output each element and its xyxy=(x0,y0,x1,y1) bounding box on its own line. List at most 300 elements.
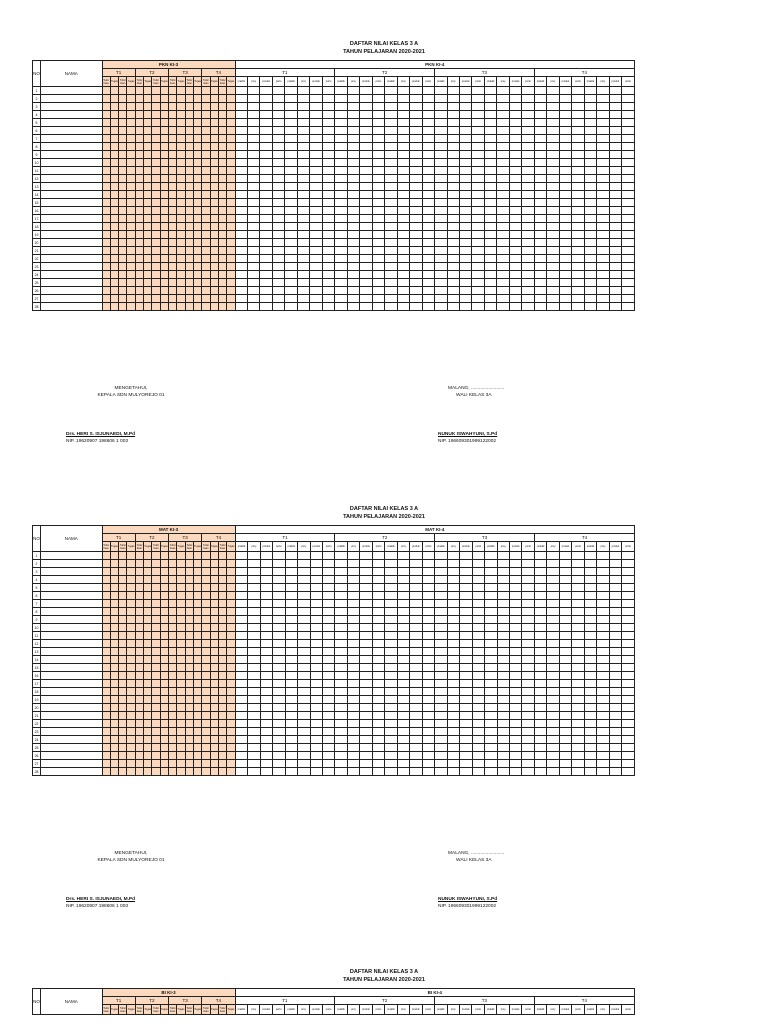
score-cell xyxy=(210,303,218,311)
score-cell xyxy=(160,656,168,664)
score-cell xyxy=(510,648,522,656)
score-cell xyxy=(372,223,384,231)
score-cell xyxy=(597,191,609,199)
score-cell xyxy=(248,720,260,728)
score-cell xyxy=(335,279,347,287)
score-cell xyxy=(584,704,596,712)
score-cell xyxy=(227,239,235,247)
score-cell xyxy=(410,103,422,111)
score-cell xyxy=(597,135,609,143)
score-cell xyxy=(622,688,635,696)
score-cell xyxy=(102,143,110,151)
score-cell xyxy=(160,672,168,680)
score-cell xyxy=(360,568,372,576)
score-cell xyxy=(385,616,397,624)
score-cell xyxy=(372,111,384,119)
student-name xyxy=(41,231,102,239)
score-cell xyxy=(177,752,185,760)
score-cell xyxy=(210,600,218,608)
score-cell xyxy=(152,279,160,287)
score-cell xyxy=(285,720,297,728)
score-cell xyxy=(110,95,118,103)
score-cell xyxy=(160,287,168,295)
score-cell xyxy=(597,592,609,600)
score-cell xyxy=(210,728,218,736)
score-cell xyxy=(298,592,310,600)
score-cell xyxy=(435,600,447,608)
score-cell xyxy=(144,151,152,159)
score-cell xyxy=(572,111,584,119)
score-cell xyxy=(485,640,497,648)
score-cell xyxy=(547,624,559,632)
sub-header: praktik xyxy=(385,77,397,87)
sub-header: Tugas xyxy=(144,542,152,552)
score-cell xyxy=(177,287,185,295)
score-cell xyxy=(472,704,484,712)
score-cell xyxy=(447,207,459,215)
score-cell xyxy=(472,255,484,263)
score-cell xyxy=(285,279,297,287)
score-cell xyxy=(347,552,359,560)
row-number: 22 xyxy=(33,720,41,728)
score-cell xyxy=(273,560,285,568)
score-cell xyxy=(202,87,210,95)
score-cell xyxy=(248,207,260,215)
score-cell xyxy=(485,736,497,744)
score-cell xyxy=(522,632,534,640)
score-cell xyxy=(160,648,168,656)
score-cell xyxy=(385,608,397,616)
row-number: 1 xyxy=(33,552,41,560)
score-cell xyxy=(459,271,471,279)
score-cell xyxy=(210,127,218,135)
score-cell xyxy=(410,247,422,255)
score-cell xyxy=(397,119,409,127)
score-cell xyxy=(472,712,484,720)
score-cell xyxy=(335,223,347,231)
score-cell xyxy=(185,111,193,119)
score-cell xyxy=(459,303,471,311)
score-cell xyxy=(435,127,447,135)
score-cell xyxy=(597,656,609,664)
score-cell xyxy=(119,608,127,616)
score-cell xyxy=(298,760,310,768)
score-cell xyxy=(572,696,584,704)
score-cell xyxy=(135,239,143,247)
score-cell xyxy=(572,752,584,760)
score-cell xyxy=(472,207,484,215)
score-cell xyxy=(185,167,193,175)
score-cell xyxy=(218,255,226,263)
score-cell xyxy=(322,207,334,215)
score-cell xyxy=(584,295,596,303)
score-cell xyxy=(497,287,509,295)
score-cell xyxy=(572,207,584,215)
score-cell xyxy=(248,632,260,640)
score-cell xyxy=(572,656,584,664)
score-cell xyxy=(310,736,322,744)
score-cell xyxy=(127,151,135,159)
score-cell xyxy=(177,760,185,768)
score-cell xyxy=(102,287,110,295)
score-cell xyxy=(347,159,359,167)
score-cell xyxy=(510,608,522,616)
score-cell xyxy=(435,183,447,191)
score-cell xyxy=(218,95,226,103)
score-cell xyxy=(372,592,384,600)
score-cell xyxy=(272,183,284,191)
score-cell xyxy=(248,247,260,255)
score-cell xyxy=(622,279,635,287)
score-cell xyxy=(397,688,409,696)
score-cell xyxy=(310,247,322,255)
score-cell xyxy=(310,568,322,576)
signature-left xyxy=(66,850,196,910)
score-cell xyxy=(497,255,509,263)
score-cell xyxy=(169,576,177,584)
score-cell xyxy=(322,255,334,263)
score-cell xyxy=(410,768,422,776)
score-cell xyxy=(509,127,521,135)
score-cell xyxy=(273,576,285,584)
score-cell xyxy=(597,223,609,231)
score-cell xyxy=(127,231,135,239)
score-cell xyxy=(472,231,484,239)
score-cell xyxy=(144,287,152,295)
score-cell xyxy=(218,295,226,303)
score-cell xyxy=(193,704,201,712)
student-name xyxy=(41,239,102,247)
row-number: 23 xyxy=(33,263,41,271)
score-cell xyxy=(235,696,247,704)
score-cell xyxy=(485,592,497,600)
score-cell xyxy=(410,239,422,247)
score-cell xyxy=(510,560,522,568)
score-cell xyxy=(360,287,372,295)
score-cell xyxy=(227,624,235,632)
score-cell xyxy=(227,552,235,560)
score-cell xyxy=(169,207,177,215)
table-row xyxy=(33,183,635,191)
score-cell xyxy=(218,175,226,183)
score-cell xyxy=(310,608,322,616)
score-cell xyxy=(335,664,347,672)
score-cell xyxy=(322,95,334,103)
score-cell xyxy=(347,127,359,135)
score-cell xyxy=(185,592,193,600)
student-name xyxy=(41,279,102,287)
score-cell xyxy=(119,119,127,127)
score-cell xyxy=(193,303,201,311)
score-cell xyxy=(152,736,160,744)
score-cell xyxy=(422,768,434,776)
row-number: 15 xyxy=(33,664,41,672)
score-cell xyxy=(435,696,447,704)
score-cell xyxy=(485,696,497,704)
score-cell xyxy=(497,231,509,239)
score-cell xyxy=(273,728,285,736)
score-cell xyxy=(584,175,596,183)
score-cell xyxy=(152,159,160,167)
score-cell xyxy=(210,672,218,680)
score-cell xyxy=(135,223,143,231)
score-cell xyxy=(185,752,193,760)
score-cell xyxy=(510,680,522,688)
score-cell xyxy=(110,143,118,151)
score-cell xyxy=(169,119,177,127)
score-cell xyxy=(297,263,309,271)
score-cell xyxy=(310,119,322,127)
score-cell xyxy=(210,608,218,616)
score-cell xyxy=(285,175,297,183)
sub-header: Tugas xyxy=(177,542,185,552)
score-cell xyxy=(310,239,322,247)
score-cell xyxy=(584,760,596,768)
score-cell xyxy=(584,95,596,103)
score-cell xyxy=(235,736,247,744)
score-cell xyxy=(534,119,546,127)
score-cell xyxy=(335,255,347,263)
score-cell xyxy=(235,127,247,135)
score-cell xyxy=(218,207,226,215)
score-cell xyxy=(297,167,309,175)
score-cell xyxy=(235,752,247,760)
row-number: 27 xyxy=(33,295,41,303)
score-cell xyxy=(584,712,596,720)
score-cell xyxy=(572,183,584,191)
score-cell xyxy=(273,648,285,656)
score-cell xyxy=(169,736,177,744)
score-cell xyxy=(584,624,596,632)
score-cell xyxy=(522,720,534,728)
score-cell xyxy=(397,287,409,295)
score-cell xyxy=(584,159,596,167)
score-cell xyxy=(160,640,168,648)
score-cell xyxy=(260,159,272,167)
score-cell xyxy=(227,231,235,239)
score-cell xyxy=(472,239,484,247)
score-cell xyxy=(152,560,160,568)
row-number: 7 xyxy=(33,600,41,608)
score-cell xyxy=(509,223,521,231)
score-cell xyxy=(227,752,235,760)
score-cell xyxy=(472,624,484,632)
score-cell xyxy=(547,728,559,736)
score-cell xyxy=(522,135,534,143)
score-cell xyxy=(622,752,635,760)
score-cell xyxy=(119,640,127,648)
score-cell xyxy=(248,191,260,199)
row-number: 19 xyxy=(33,231,41,239)
score-cell xyxy=(127,103,135,111)
score-cell xyxy=(218,127,226,135)
score-cell xyxy=(152,712,160,720)
score-cell xyxy=(248,111,260,119)
score-cell xyxy=(509,255,521,263)
score-cell xyxy=(472,608,484,616)
score-cell xyxy=(410,303,422,311)
student-name xyxy=(41,119,102,127)
score-cell xyxy=(160,696,168,704)
score-cell xyxy=(310,183,322,191)
score-cell xyxy=(322,127,334,135)
score-cell xyxy=(447,680,459,688)
score-cell xyxy=(102,768,110,776)
student-name xyxy=(41,151,102,159)
score-cell xyxy=(218,736,226,744)
score-cell xyxy=(102,111,110,119)
score-cell xyxy=(160,255,168,263)
score-cell xyxy=(193,768,201,776)
sub-header: proy xyxy=(547,1005,559,1015)
score-cell xyxy=(460,752,472,760)
score-cell xyxy=(447,191,459,199)
score-cell xyxy=(597,239,609,247)
score-cell xyxy=(110,648,118,656)
score-cell xyxy=(510,728,522,736)
score-cell xyxy=(410,279,422,287)
score-cell xyxy=(260,696,272,704)
score-cell xyxy=(509,207,521,215)
score-cell xyxy=(509,167,521,175)
score-cell xyxy=(160,712,168,720)
score-cell xyxy=(110,560,118,568)
score-cell xyxy=(472,632,484,640)
score-cell xyxy=(285,255,297,263)
score-cell xyxy=(534,247,546,255)
score-cell xyxy=(127,568,135,576)
score-cell xyxy=(193,696,201,704)
score-cell xyxy=(385,720,397,728)
score-cell xyxy=(227,159,235,167)
score-cell xyxy=(572,135,584,143)
score-cell xyxy=(235,135,247,143)
score-cell xyxy=(609,672,621,680)
score-cell xyxy=(298,664,310,672)
score-cell xyxy=(547,576,559,584)
score-cell xyxy=(509,103,521,111)
score-cell xyxy=(447,672,459,680)
score-cell xyxy=(160,239,168,247)
score-cell xyxy=(144,752,152,760)
score-cell xyxy=(397,175,409,183)
score-cell xyxy=(584,103,596,111)
sub-header: produk xyxy=(260,1005,272,1015)
score-cell xyxy=(152,600,160,608)
score-cell xyxy=(127,215,135,223)
score-cell xyxy=(152,592,160,600)
score-cell xyxy=(509,271,521,279)
score-cell xyxy=(497,768,509,776)
score-cell xyxy=(169,135,177,143)
score-cell xyxy=(509,159,521,167)
score-cell xyxy=(227,656,235,664)
score-cell xyxy=(559,231,571,239)
score-cell xyxy=(202,608,210,616)
score-cell xyxy=(484,183,496,191)
score-cell xyxy=(435,231,447,239)
score-cell xyxy=(202,135,210,143)
score-cell xyxy=(609,664,621,672)
score-cell xyxy=(397,103,409,111)
score-cell xyxy=(235,624,247,632)
score-cell xyxy=(534,199,546,207)
score-cell xyxy=(152,119,160,127)
score-cell xyxy=(248,760,260,768)
sign-name: NUNUK ISWAHYUNI, S.Pd xyxy=(438,432,498,437)
score-cell xyxy=(169,199,177,207)
score-cell xyxy=(193,167,201,175)
score-cell xyxy=(285,167,297,175)
score-cell xyxy=(152,103,160,111)
score-cell xyxy=(177,680,185,688)
score-cell xyxy=(152,239,160,247)
score-cell xyxy=(360,191,372,199)
score-cell xyxy=(559,191,571,199)
score-cell xyxy=(202,560,210,568)
student-name xyxy=(41,632,102,640)
sign-place: MALANG, ......................... xyxy=(448,851,505,856)
score-cell xyxy=(410,111,422,119)
score-cell xyxy=(472,223,484,231)
score-cell xyxy=(509,191,521,199)
score-cell xyxy=(260,247,272,255)
score-cell xyxy=(510,616,522,624)
score-cell xyxy=(572,247,584,255)
score-cell xyxy=(235,560,247,568)
score-cell xyxy=(135,552,143,560)
score-cell xyxy=(227,303,235,311)
score-cell xyxy=(372,736,384,744)
tema-header: T1 xyxy=(235,534,335,542)
score-cell xyxy=(298,712,310,720)
score-cell xyxy=(422,167,434,175)
score-cell xyxy=(285,159,297,167)
score-cell xyxy=(248,608,260,616)
score-cell xyxy=(248,624,260,632)
score-cell xyxy=(447,656,459,664)
sub-header: proy xyxy=(497,542,509,552)
score-cell xyxy=(119,127,127,135)
score-cell xyxy=(202,95,210,103)
score-cell xyxy=(597,199,609,207)
sub-header: porto xyxy=(522,77,534,87)
score-cell xyxy=(273,744,285,752)
score-cell xyxy=(422,87,434,95)
student-name xyxy=(41,616,102,624)
score-cell xyxy=(235,119,247,127)
score-cell xyxy=(127,616,135,624)
score-cell xyxy=(210,231,218,239)
score-cell xyxy=(160,183,168,191)
score-cell xyxy=(522,111,534,119)
score-cell xyxy=(235,199,247,207)
score-cell xyxy=(110,672,118,680)
score-cell xyxy=(385,215,397,223)
score-cell xyxy=(235,95,247,103)
score-cell xyxy=(347,656,359,664)
score-cell xyxy=(285,704,297,712)
score-cell xyxy=(310,744,322,752)
score-cell xyxy=(119,664,127,672)
score-cell xyxy=(622,151,635,159)
score-cell xyxy=(410,704,422,712)
table-row xyxy=(33,760,635,768)
score-cell xyxy=(102,127,110,135)
score-cell xyxy=(522,151,534,159)
score-cell xyxy=(597,576,609,584)
score-cell xyxy=(447,728,459,736)
